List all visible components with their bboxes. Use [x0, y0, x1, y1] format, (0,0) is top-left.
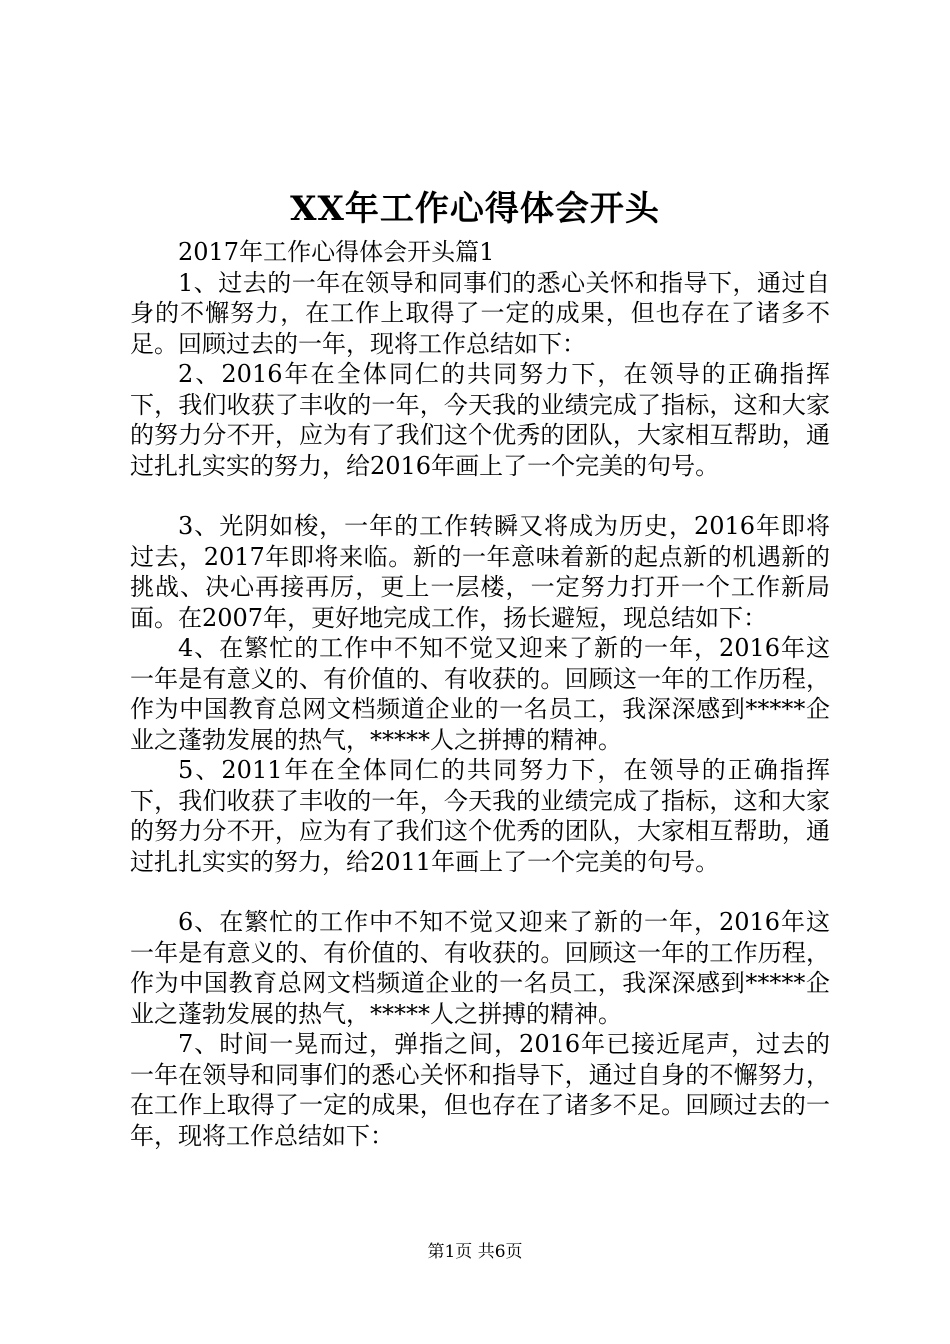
paragraph-6: 6、在繁忙的工作中不知不觉又迎来了新的一年，2016年这一年是有意义的、有价值的、有收获的。回顾这一年的工作历程，作为中国教育总网文档频道企业的一名员工，我深深感到*****企业之蓬勃发展的热气，*****人之拼搏的精神。 — [130, 908, 830, 1028]
paragraph-4: 4、在繁忙的工作中不知不觉又迎来了新的一年，2016年这一年是有意义的、有价值的、有收获的。回顾这一年的工作历程，作为中国教育总网文档频道企业的一名员工，我深深感到*****企业之蓬勃发展的热气，*****人之拼搏的精神。 — [130, 634, 830, 754]
paragraph-7: 7、时间一晃而过，弹指之间，2016年已接近尾声，过去的一年在领导和同事们的悉心关怀和指导下，通过自身的不懈努力，在工作上取得了一定的成果，但也存在了诸多不足。回顾过去的一年，现将工作总结如下： — [130, 1030, 830, 1150]
document-body — [130, 237, 830, 1151]
paragraph-3: 3、光阴如梭，一年的工作转瞬又将成为历史，2016年即将过去，2017年即将来临。新的一年意味着新的起点新的机遇新的挑战、决心再接再厉，更上一层楼，一定努力打开一个工作新局面。在2007年，更好地完成工作，扬长避短，现总结如下： — [130, 512, 830, 632]
section-subtitle: 2017年工作心得体会开头篇1 — [178, 238, 495, 266]
paragraph-5: 5、2011年在全体同仁的共同努力下，在领导的正确指挥下，我们收获了丰收的一年，今天我的业绩完成了指标，这和大家的努力分不开，应为有了我们这个优秀的团队，大家相互帮助，通过扎扎实实的努力，给2011年画上了一个完美的句号。 — [130, 756, 830, 876]
page-title: XX年工作心得体会开头 — [290, 189, 660, 229]
paragraph-2: 2、2016年在全体同仁的共同努力下，在领导的正确指挥下，我们收获了丰收的一年，今天我的业绩完成了指标，这和大家的努力分不开，应为有了我们这个优秀的团队，大家相互帮助，通过扎扎实实的努力，给2016年画上了一个完美的句号。 — [130, 360, 830, 480]
page-number-footer: 第1页 共6页 — [427, 1242, 523, 1262]
paragraph-1: 1、过去的一年在领导和同事们的悉心关怀和指导下，通过自身的不懈努力，在工作上取得了一定的成果，但也存在了诸多不足。回顾过去的一年，现将工作总结如下： — [130, 268, 830, 358]
